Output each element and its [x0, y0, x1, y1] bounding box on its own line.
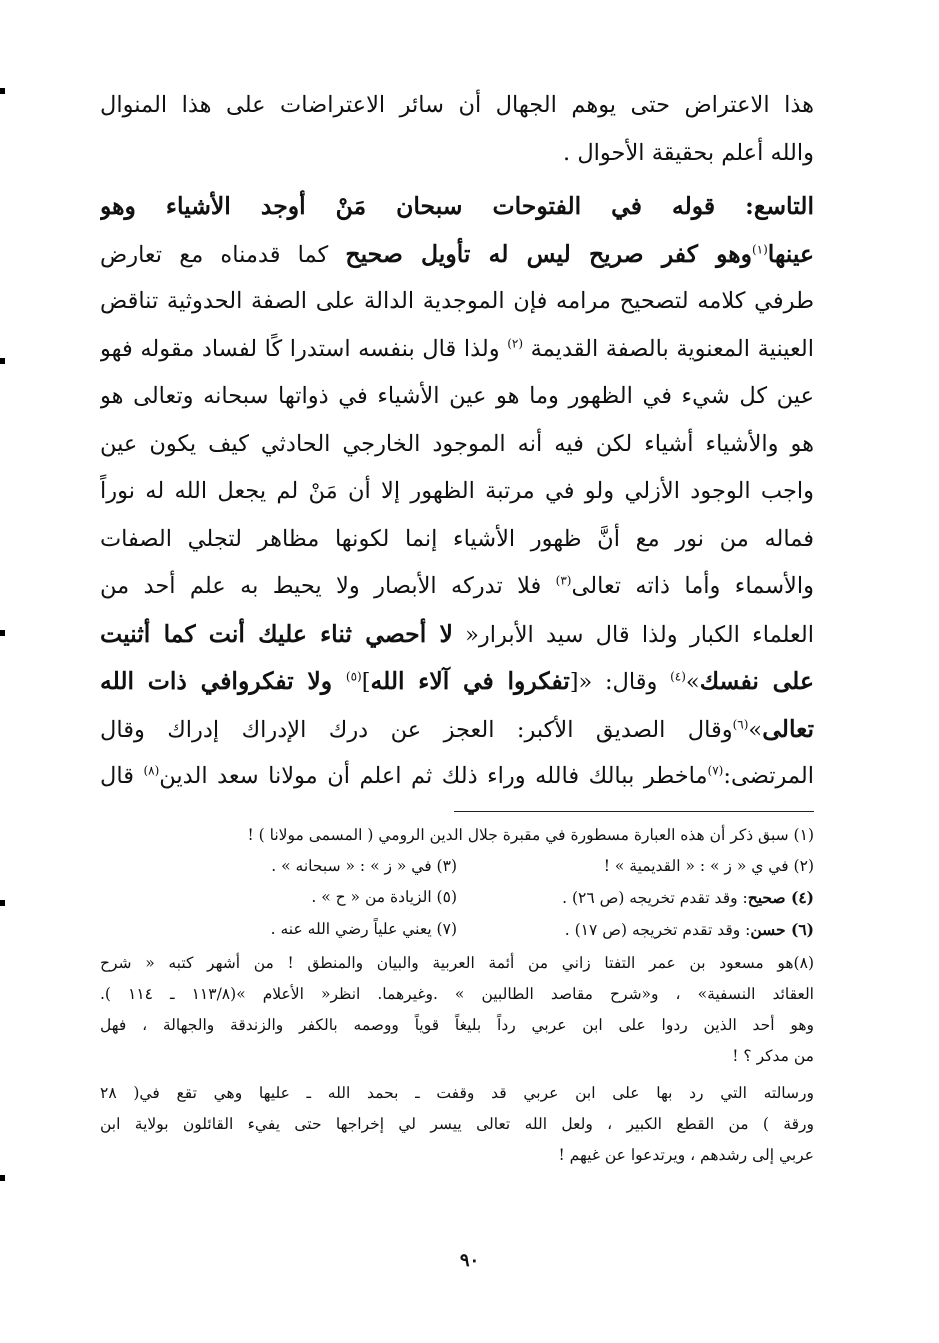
footnote-ref: (٤)	[670, 669, 686, 684]
body-line: التاسع: قوله في الفتوحات سبحان مَنْ أوجد الأشياء وهو	[100, 192, 814, 220]
bold-phrase: لا أحصي ثناء عليك أنت كما أثنيت	[100, 619, 453, 648]
footnote-8-continued	[100, 1078, 814, 1171]
bold-phrase: وهو كفر صريح ليس له تأويل صحيح	[345, 239, 752, 268]
bold-phrase: تفكروا في آلاء الله	[370, 667, 570, 695]
margin-mark	[0, 900, 5, 906]
bold-phrase: تعالى	[762, 714, 814, 743]
text-run: ماخطر ببالك فالله وراء ذلك ثم اعلم أن مولانا سعد الدين	[159, 763, 708, 789]
page-body	[100, 82, 814, 1171]
margin-mark	[0, 88, 5, 94]
body-line	[100, 326, 814, 374]
text-run: فلا تدركه الأبصار ولا يحيط به علم أحد من	[100, 573, 556, 599]
footnote-6	[457, 914, 814, 946]
footnote-line: عربي إلى رشدهم ، ويرتدعوا عن غيهم !	[558, 1145, 814, 1164]
text-run: المرتضى:	[723, 763, 814, 789]
footnote-ref: (٢)	[507, 336, 524, 350]
text-run: العلماء الكبار ولذا قال سيد الأبرار«	[452, 621, 814, 648]
body-line: هو والأشياء أشياء لكن فيه أنه الموجود الخارجي الحادثي كيف يكون عين	[100, 430, 814, 457]
margin-mark	[0, 358, 5, 364]
margin-mark	[0, 630, 5, 636]
text-run: العينية المعنوية بالصفة القديمة	[523, 335, 814, 362]
body-line: فماله من نور مع أنَّ ظهور الأشياء إنما لكونها مظاهر لتجلي الصفات	[100, 525, 814, 552]
footnote-row	[100, 851, 814, 882]
page-number: ٩٠	[459, 1250, 480, 1271]
text-run: قال	[100, 763, 144, 789]
footnote-ref: (٥)	[345, 669, 362, 684]
footnote-ref: (٦)	[732, 717, 749, 731]
footnote-grade: (٤) صحيح	[747, 887, 814, 907]
bold-phrase: على نفسك	[699, 667, 814, 695]
footnote-4	[457, 882, 814, 914]
footnote-ref: (٣)	[555, 573, 572, 588]
body-line: هذا الاعتراض حتى يوهم الجهال أن سائر الاعتراضات على هذا المنوال	[100, 92, 814, 118]
footnote-7: (٧) يعني علياً رضي الله عنه .	[270, 919, 457, 938]
body-line	[100, 231, 814, 279]
text-run: كما قدمناه مع تعارض	[100, 241, 346, 268]
body-line: والله أعلم بحقيقة الأحوال .	[563, 139, 814, 166]
text-run: وقال الصديق الأكبر: العجز عن درك الإدراك إدراك وقال	[100, 716, 733, 743]
body-line	[100, 706, 814, 754]
text-run: »	[685, 669, 700, 695]
body-line: طرفي كلامه لتصحيح مرامه فإن الموجدية الدالة على الصفة الحدوثية تناقض	[100, 288, 814, 314]
body-line: واجب الوجود الأزلي ولو في مرتبة الظهور إلا أن مَنْ لم يجعل الله له نوراً	[100, 478, 814, 504]
footnote-line: (٨)هو مسعود بن عمر التفتا زاني من أئمة العربية والبيان والمنطق ! من أشهر كتبه « شرح	[100, 953, 814, 972]
margin-mark	[0, 1175, 5, 1181]
footnote-ref: (٨)	[143, 763, 160, 778]
text-run: ]	[361, 669, 371, 695]
footnote-row	[100, 882, 814, 914]
footnote-ref: (١)	[751, 242, 768, 256]
footnote-8	[100, 948, 814, 1072]
footnote-text: : وقد تقدم تخريجه (ص ١٧) .	[564, 920, 751, 939]
footnote-2: (٢) في ي « ز » : « القديمية » !	[603, 856, 814, 875]
body-line	[100, 563, 814, 611]
footnote-1: (١) سبق ذكر أن هذه العبارة مسطورة في مقبرة جلال الدين الرومي ( المسمى مولانا ) !	[247, 825, 814, 844]
text-run: وقال: «[	[569, 669, 671, 695]
body-line: عين كل شيء في الظهور وما هو عين الأشياء في ذواتها سبحانه وتعالى هو	[100, 383, 814, 409]
footnote-line: ورقة ) من القطع الكبير ، ولعل الله تعالى ييسر لي إخراجها حتى يفيء القائلون بولاية ابن	[100, 1114, 814, 1133]
footnote-line: من مدكر ؟ !	[732, 1046, 814, 1065]
bold-phrase: ولا تفكروافي ذات الله	[100, 667, 346, 695]
text-run: والأسماء وأما ذاته تعالى	[571, 573, 814, 599]
text-run: »	[748, 716, 763, 743]
footnote-ref: (٧)	[707, 763, 724, 778]
bold-phrase: عينها	[767, 239, 814, 268]
footnote-line: وهو أحد الذين ردوا على ابن عربي رداً بليغاً قوياً ووصمه بالكفر والزندقة والجهالة ، فهل	[100, 1015, 814, 1034]
body-line	[100, 753, 814, 801]
footnote-line: ورسالته التي رد بها على ابن عربي قد وقفت ـ بحمد الله ـ عليها وهي تقع في( ٢٨	[100, 1083, 814, 1102]
footnote-text: : وقد تقدم تخريجه (ص ٢٦) .	[562, 888, 748, 907]
footnote-3: (٣) في « ز » : « سبحانه » .	[271, 856, 457, 875]
body-line	[100, 658, 814, 706]
body-line	[100, 611, 814, 659]
footnote-separator	[454, 811, 814, 812]
footnote-row	[100, 914, 814, 946]
footnote-5: (٥) الزيادة من « ح » .	[311, 887, 457, 906]
text-run: ولذا قال بنفسه استدرا كًا لفساد مقوله فهو	[100, 335, 508, 362]
footnote-grade: (٦) حسن	[750, 919, 814, 939]
footnote-line: العقائد النسفية» ، و«شرح مقاصد الطالبين » .وغيرهما. انظر« الأعلام »(١١٣/٨ ـ ١١٤ ).	[100, 984, 814, 1003]
